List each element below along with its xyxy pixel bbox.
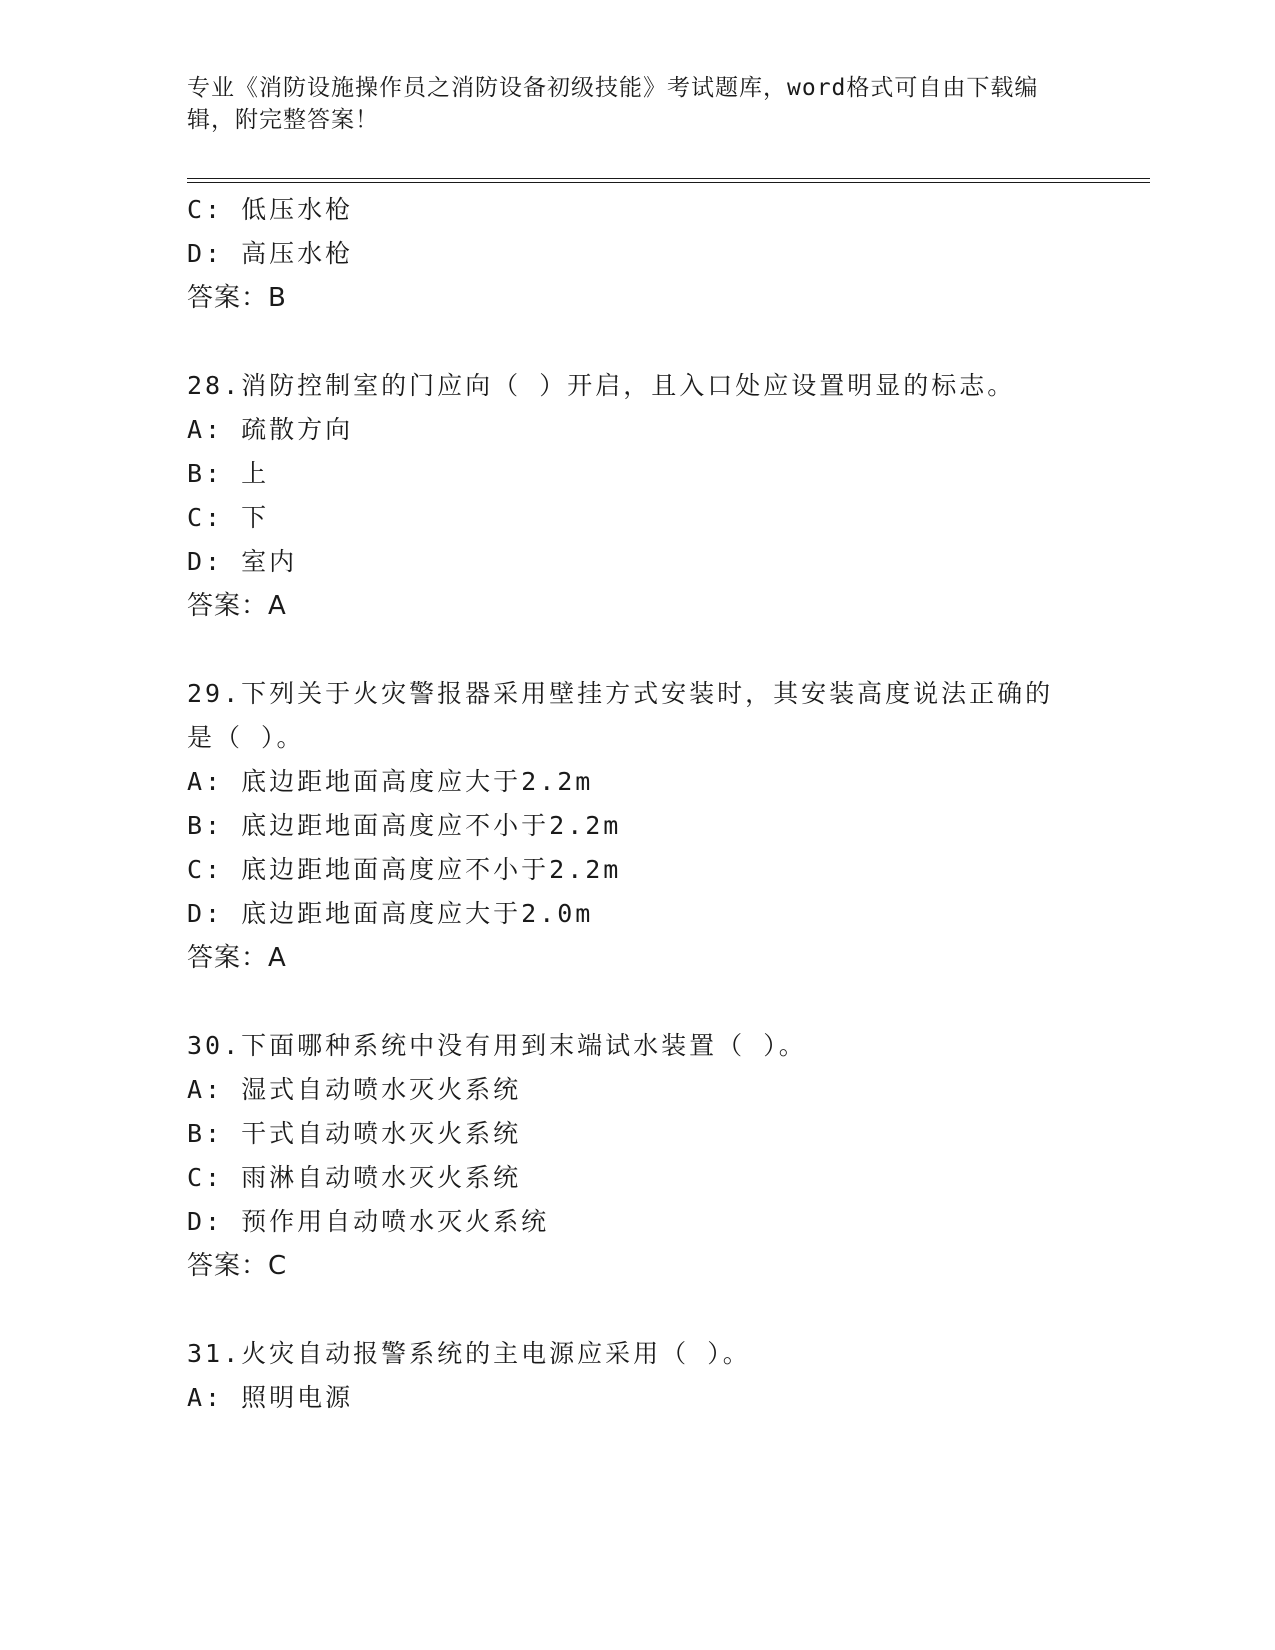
q29-answer: 答案：A [187, 943, 287, 973]
q29-option-b: B: 底边距地面高度应不小于2.2m [187, 811, 622, 840]
q30-stem: 30.下面哪种系统中没有用到末端试水装置（ ）。 [187, 1031, 807, 1060]
q30-answer: 答案：C [187, 1251, 288, 1281]
q29-stem-line-1: 29.下列关于火灾警报器采用壁挂方式安装时，其安装高度说法正确的 [187, 679, 1054, 708]
q30-option-c: C: 雨淋自动喷水灭火系统 [187, 1163, 522, 1192]
q31-option-a: A: 照明电源 [187, 1383, 354, 1412]
q29-option-a: A: 底边距地面高度应大于2.2m [187, 767, 594, 796]
header-line-1: 专业《消防设施操作员之消防设备初级技能》考试题库，word格式可自由下载编 [187, 75, 1039, 101]
q30-option-d: D: 预作用自动喷水灭火系统 [187, 1207, 550, 1236]
q30-option-b: B: 干式自动喷水灭火系统 [187, 1119, 522, 1148]
q28-option-d: D: 室内 [187, 547, 298, 576]
q30-option-a: A: 湿式自动喷水灭火系统 [187, 1075, 522, 1104]
q29-stem-line-2: 是（ ）。 [187, 723, 305, 752]
q29-option-c: C: 底边距地面高度应不小于2.2m [187, 855, 622, 884]
header-line-2: 辑，附完整答案！ [187, 107, 379, 133]
q28-answer: 答案：A [187, 591, 287, 621]
q28-stem: 28.消防控制室的门应向（ ）开启，且入口处应设置明显的标志。 [187, 371, 1016, 400]
header-divider-top [187, 178, 1150, 179]
document-header [187, 72, 1087, 136]
q28-option-c: C: 下 [187, 503, 270, 532]
q27-option-c: C: 低压水枪 [187, 195, 354, 224]
q28-option-a: A: 疏散方向 [187, 415, 354, 444]
q29-option-d: D: 底边距地面高度应大于2.0m [187, 899, 594, 928]
q28-option-b: B: 上 [187, 459, 270, 488]
header-divider-bottom [187, 182, 1150, 183]
q27-answer: 答案：B [187, 283, 287, 313]
q31-stem: 31.火灾自动报警系统的主电源应采用（ ）。 [187, 1339, 751, 1368]
q27-option-d: D: 高压水枪 [187, 239, 354, 268]
